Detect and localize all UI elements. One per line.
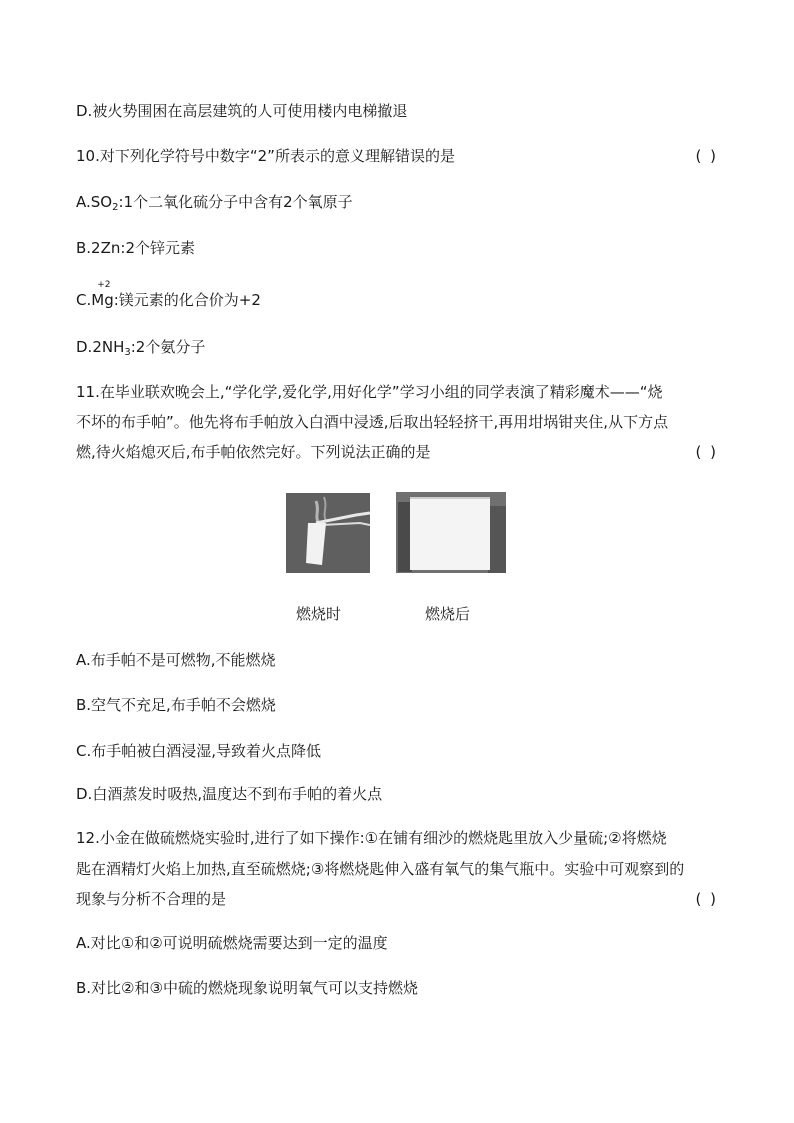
q10-c-prefix: C.	[76, 291, 92, 309]
q11-option-b: B.空气不充足,布手帕不会燃烧	[76, 696, 276, 714]
q11-option-d: D.白酒蒸发时吸热,温度达不到布手帕的着火点	[76, 785, 383, 803]
q12-stem-line1: 12.小金在做硫燃烧实验时,进行了如下操作:①在铺有细沙的燃烧匙里放入少量硫;②将燃烧	[76, 829, 667, 847]
photo-burning-illustration	[286, 493, 370, 573]
q10-option-d	[76, 337, 205, 363]
q10-answer-paren: ( )	[695, 147, 718, 165]
q9-option-d: D.被火势围困在高层建筑的人可使用楼内电梯撤退	[76, 102, 408, 120]
photo-after-burning	[396, 492, 506, 573]
q11-option-a: A.布手帕不是可燃物,不能燃烧	[76, 651, 276, 669]
q10-stem-text: 10.对下列化学符号中数字“2”所表示的意义理解错误的是	[76, 147, 455, 165]
q12-stem-line2: 匙在酒精灯火焰上加热,直至硫燃烧;③将燃烧匙伸入盛有氧气的集气瓶中。实验中可观察到的	[76, 860, 685, 878]
q10-d-suffix: :2个氨分子	[130, 338, 206, 356]
q11-stem-line1: 11.在毕业联欢晚会上,“学化学,爱化学,用好化学”学习小组的同学表演了精彩魔术——“烧	[76, 383, 663, 401]
q10-c-element	[91, 280, 114, 310]
q12-option-a: A.对比①和②可说明硫燃烧需要达到一定的温度	[76, 934, 388, 952]
q10-a-prefix: A.SO	[76, 193, 113, 211]
caption-after-burning: 燃烧后	[425, 605, 471, 623]
q10-d-prefix: D.2NH	[76, 338, 125, 356]
q12-option-b: B.对比②和③中硫的燃烧现象说明氧气可以支持燃烧	[76, 979, 418, 997]
q10-option-c	[76, 280, 261, 310]
q10-c-valence: +2	[97, 280, 111, 290]
photo-burning	[286, 493, 370, 573]
q11-stem-line3: 燃,待火焰熄灭后,布手帕依然完好。下列说法正确的是	[76, 443, 431, 461]
q10-a-subscript: 2	[112, 202, 119, 213]
q11-answer-paren: ( )	[695, 443, 718, 461]
q10-c-suffix: :镁元素的化合价为+2	[113, 291, 261, 309]
q10-a-suffix: :1个二氧化硫分子中含有2个氧原子	[118, 193, 353, 211]
q10-option-b: B.2Zn:2个锌元素	[76, 239, 195, 257]
photo-after-illustration	[396, 492, 506, 573]
q10-d-subscript: 3	[124, 347, 131, 358]
q12-answer-paren: ( )	[695, 890, 718, 908]
q10-c-symbol: Mg	[91, 291, 114, 309]
q11-option-c: C.布手帕被白酒浸湿,导致着火点降低	[76, 742, 322, 760]
q10-stem	[76, 146, 721, 166]
caption-burning: 燃烧时	[296, 605, 342, 623]
q12-stem-line3: 现象与分析不合理的是	[76, 890, 227, 908]
q11-stem-line2: 不坏的布手帕”。他先将布手帕放入白酒中浸透,后取出轻轻挤干,再用坩埚钳夹住,从下方点	[76, 413, 669, 431]
q10-option-a	[76, 192, 353, 218]
